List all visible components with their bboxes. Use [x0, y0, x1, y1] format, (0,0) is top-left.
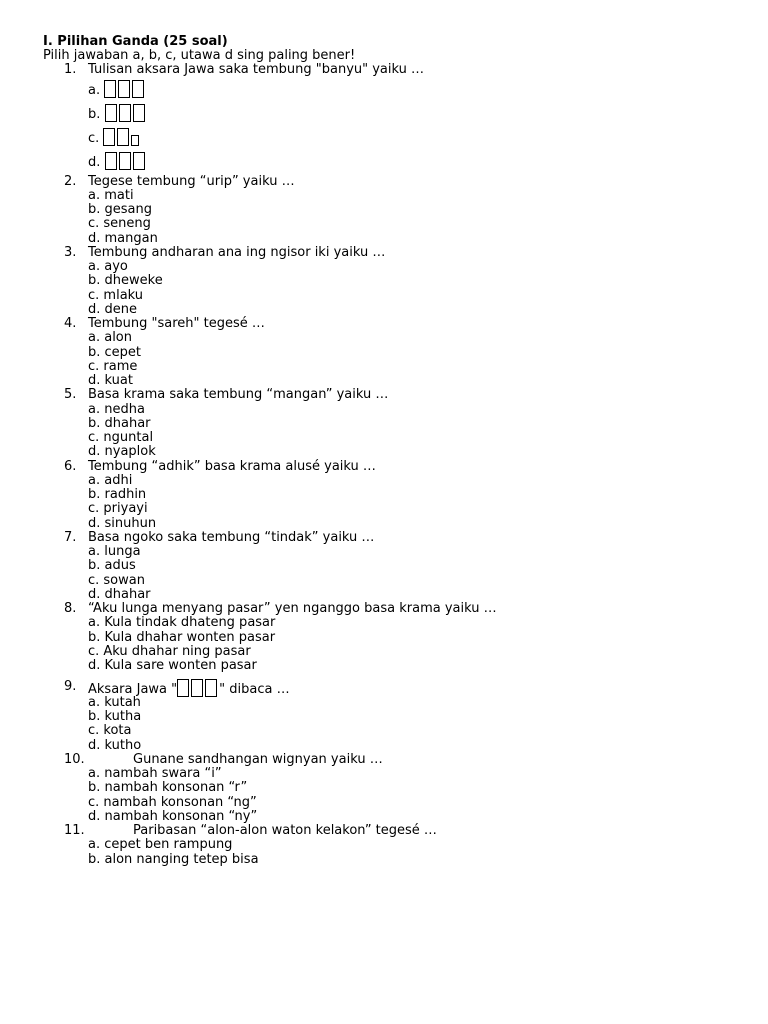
option-3a: a. ayo	[88, 259, 128, 274]
question-text: Tegese tembung “urip” yaiku …	[88, 174, 295, 189]
question-number: 1.	[64, 62, 77, 77]
option-3d: d. dene	[88, 302, 138, 317]
question-text: Tulisan aksara Jawa saka tembung "banyu" yaiku …	[88, 62, 425, 77]
option-9c: c. kota	[88, 723, 132, 738]
javanese-glyph-icon	[191, 679, 203, 697]
option-3b: b. dheweke	[88, 273, 163, 288]
option-1a	[88, 80, 146, 98]
option-8d: d. Kula sare wonten pasar	[88, 658, 257, 673]
javanese-glyph-icon	[133, 152, 145, 170]
javanese-glyph-icon	[105, 152, 117, 170]
javanese-glyph-icon	[133, 104, 145, 122]
option-label: d.	[88, 155, 101, 170]
option-10d: d. nambah konsonan “ny”	[88, 809, 258, 824]
option-4a: a. alon	[88, 330, 133, 345]
javanese-glyph-icon	[117, 128, 129, 146]
question-text-before: Aksara Jawa "	[88, 682, 178, 697]
question-text: Paribasan “alon-alon waton kelakon” tegesé …	[133, 823, 437, 838]
javanese-glyph-icon	[119, 104, 131, 122]
option-9d: d. kutho	[88, 738, 142, 753]
question-number: 10.	[64, 752, 85, 767]
question-text: Tembung andharan ana ing ngisor iki yaiku …	[88, 245, 386, 260]
option-6a: a. adhi	[88, 473, 133, 488]
question-number: 4.	[64, 316, 77, 331]
question-number: 8.	[64, 601, 77, 616]
option-5b: b. dhahar	[88, 416, 151, 431]
option-6d: d. sinuhun	[88, 516, 157, 531]
option-6b: b. radhin	[88, 487, 147, 502]
option-5c: c. nguntal	[88, 430, 154, 445]
question-number: 3.	[64, 245, 77, 260]
option-1b	[88, 104, 147, 122]
option-9a: a. kutah	[88, 695, 141, 710]
javanese-glyph-icon	[118, 80, 130, 98]
option-5d: d. nyaplok	[88, 444, 156, 459]
section-heading: I. Pilihan Ganda (25 soal)	[43, 34, 228, 49]
question-text: Basa ngoko saka tembung “tindak” yaiku …	[88, 530, 375, 545]
question-number: 9.	[64, 679, 77, 694]
option-4d: d. kuat	[88, 373, 133, 388]
javanese-glyph-icon	[104, 80, 116, 98]
javanese-glyph-icon	[103, 128, 115, 146]
option-5a: a. nedha	[88, 402, 145, 417]
option-10c: c. nambah konsonan “ng”	[88, 795, 257, 810]
option-1d	[88, 152, 147, 170]
option-label: b.	[88, 107, 101, 122]
option-8b: b. Kula dhahar wonten pasar	[88, 630, 276, 645]
question-number: 11.	[64, 823, 85, 838]
option-8a: a. Kula tindak dhateng pasar	[88, 615, 276, 630]
option-2a: a. mati	[88, 188, 134, 203]
option-8c: c. Aku dhahar ning pasar	[88, 644, 251, 659]
question-text: Basa krama saka tembung “mangan” yaiku …	[88, 387, 389, 402]
option-2c: c. seneng	[88, 216, 151, 231]
javanese-glyph-icon	[177, 679, 189, 697]
option-label: c.	[88, 131, 100, 146]
option-11b: b. alon nanging tetep bisa	[88, 852, 259, 867]
option-10b: b. nambah konsonan “r”	[88, 780, 248, 795]
instruction-text: Pilih jawaban a, b, c, utawa d sing paling bener!	[43, 48, 356, 63]
option-10a: a. nambah swara “i”	[88, 766, 222, 781]
question-text: Gunane sandhangan wignyan yaiku …	[133, 752, 383, 767]
question-number: 7.	[64, 530, 77, 545]
javanese-glyph-icon	[132, 80, 144, 98]
question-text: “Aku lunga menyang pasar” yen nganggo basa krama yaiku …	[88, 601, 497, 616]
question-text-after: " dibaca …	[219, 682, 290, 697]
question-text: Tembung "sareh" tegesé …	[88, 316, 265, 331]
option-6c: c. priyayi	[88, 501, 148, 516]
javanese-glyph-icon	[131, 135, 139, 146]
option-4c: c. rame	[88, 359, 138, 374]
option-1c	[88, 128, 141, 146]
option-7a: a. lunga	[88, 544, 141, 559]
option-4b: b. cepet	[88, 345, 142, 360]
javanese-glyph-icon	[205, 679, 217, 697]
option-2b: b. gesang	[88, 202, 152, 217]
option-7d: d. dhahar	[88, 587, 151, 602]
option-9b: b. kutha	[88, 709, 142, 724]
option-11a: a. cepet ben rampung	[88, 837, 233, 852]
javanese-glyph-icon	[119, 152, 131, 170]
option-label: a.	[88, 83, 101, 98]
option-2d: d. mangan	[88, 231, 158, 246]
question-number: 5.	[64, 387, 77, 402]
option-3c: c. mlaku	[88, 288, 144, 303]
question-text: Tembung “adhik” basa krama alusé yaiku …	[88, 459, 376, 474]
question-number: 6.	[64, 459, 77, 474]
question-number: 2.	[64, 174, 77, 189]
option-7b: b. adus	[88, 558, 136, 573]
javanese-glyph-icon	[105, 104, 117, 122]
option-7c: c. sowan	[88, 573, 145, 588]
